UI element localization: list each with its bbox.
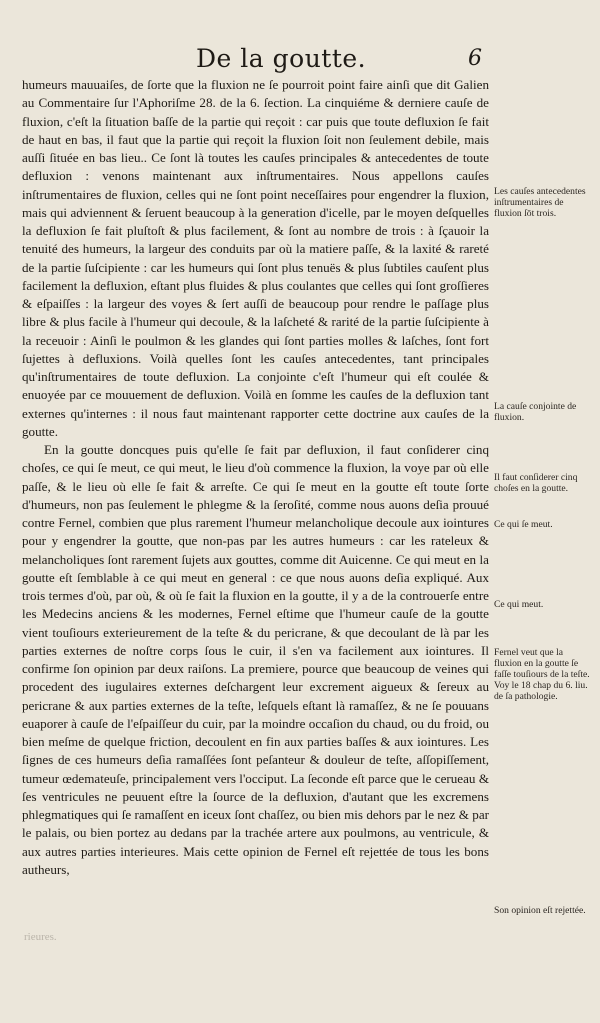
page-number: 6 xyxy=(468,46,482,71)
margin-note-instrumental-causes: Les cauſes antecedentes inſtrumentaires de fluxion ſōt trois. xyxy=(494,186,586,219)
paragraph-causes-of-fluxion: humeurs mauuaiſes, de ſorte que la fluxion ne ſe pourroit point faire ainſi que dit Galien au Commentaire ſur l'Aphoriſme 28. de la 6. ſection. La cinquiéme & derniere cauſe de fluxion, c'eſt la ſituation baſſe de la partie qui reçoit : car puis que toute defluxion ſe fait de haut en bas, il faut que la partie qui reçoit la fluxion ſoit non ſeulement debile, mais auſſi ſituée en bas lieu.. Ce ſont là toutes les cauſes principales & antecedentes de toute defluxion : venons maintenant aux inſtrumentaires. Nous appellons cauſes inſtrumentaires de fluxion, celles qui ne ſont point neceſſaires pour engendrer la fluxion, mais qui adviennent & ſeruent beaucoup à la generation d'icelle, par le moyen deſquelles la defluxion ſe fait pluſtoſt & plus facilement, & ſont au nombre de trois : à ſçauoir la tenuité des humeurs, la largeur des conduits par où la matiere paſſe, & la laxité & rareté de la partie ſuſcipiente : car les humeurs qui ſont plus tenuës & plus ſubtiles cauſent plus facilement la defluxion, eſtant plus fluides & plus coulantes que celles qui ſont groſſieres & eſpaiſſes : la largeur des voyes & ſert auſſi de beaucoup pour rendre le paſſage plus libre & plus facile à l'humeur qui decoule, & la laſcheté & rarité de la partie ſuſcipiente à la receuoir : Ainſi le poulmon & les glandes qui ſont parties molles & laſches, ſont fort ſujettes à defluxions. Voilà quelles ſont les cauſes antecedentes, tant principales qu'inſtrumentaires de toute defluxion. La conjointe c'eſt l'humeur qui eſt coulée & enuoyée par ce mouuement de defluxion. Voilà en ſomme les cauſes de la defluxion tant externes qu'internes : il nous faut maintenant rapporter cette doctrine aux cauſes de la goutte. xyxy=(22,77,489,439)
main-text-block xyxy=(22,76,489,879)
margin-note-fernel-opinion: Fernel veut que la fluxion en la goutte ſe faſſe touſiours de la teſte. Voy le 18 chap du 6. liu. de ſa pathologie. xyxy=(494,647,590,702)
margin-note-what-moves-it: Ce qui meut. xyxy=(494,599,544,610)
catchword: rieures. xyxy=(24,931,57,943)
paragraph-gout-fluxion: En la goutte doncques puis qu'elle ſe fait par defluxion, il faut conſiderer cinq choſes, ce qui ſe meut, ce qui meut, le lieu d'où commence la fluxion, la voye par où elle paſſe, & le lieu où elle ſe fait & arreſte. Ce qui ſe meut en la goutte eſt toute ſorte d'humeurs, non pas ſeulement le phlegme & la ſeroſité, comme nous auons deſia prouué contre Fernel, combien que plus rarement l'humeur melancholique decoule aux iointures pour y engendrer la goutte, que non-pas par les autres humeurs : car les rateleux & melancholiques ſont rarement ſujets aux gouttes, comme dit Auicenne. Ce qui meut en la goutte eſt ſemblable à ce qui meut en general : ce que nous auons deſia expliqué. Aux trois termes d'où, par où, & où ſe fait la fluxion en la goutte, il y a de la controuerſe entre les Medecins anciens & les modernes, Fernel eſtime que l'humeur cauſe de la goutte vient touſiours exterieurement de la teſte & du pericrane, & que decoulant de là par les parties externes de noſtre corps ſous le cuir, il s'en va facilement aux iointures. Il confirme ſon opinion par deux raiſons. La premiere, pource que beaucoup de veines qui procedent des iugulaires externes deſchargent leur excrement aigueux & ſereux au pericrane & aux parties externes de la teſte, leſquels eſtant là ramaſſez, & ne ſe pouuans euaporer à cauſe de l'eſpaiſſeur du cuir, par la moindre occaſion du chaud, ou du froid, ou bien meſme de quelque friction, decoulent en fin aux parties baſſes & aux iointures. Les ſignes de ces humeurs deſia ramaſſées ſont peſanteur & douleur de teſte, aſſopiſſement, tumeur œdemateuſe, principalement vers l'occiput. La ſeconde eſt parce que le cerueau & ſes ventricules ne peuuent eſtre la ſource de la defluxion, d'autant que les excremens phlegmatiques qui ſe ramaſſent en iceux ſont chaſſez, ou bien mis dehors par le nez & par le palais, ou bien portez au dedans par la trachée artere aux poulmons, au ventricule, & aux autres parties interieures. Mais cette opinion de Fernel eſt rejettée de tous les bons autheurs, xyxy=(22,442,489,877)
margin-note-five-things: Il faut conſiderer cinq choſes en la goutte. xyxy=(494,472,578,494)
margin-note-what-moves: Ce qui ſe meut. xyxy=(494,519,553,530)
margin-note-opinion-rejected: Son opinion eſt rejettée. xyxy=(494,905,586,916)
margin-note-conjoint-cause: La cauſe conjointe de fluxion. xyxy=(494,401,577,423)
running-title: De la goutte. xyxy=(196,44,367,73)
